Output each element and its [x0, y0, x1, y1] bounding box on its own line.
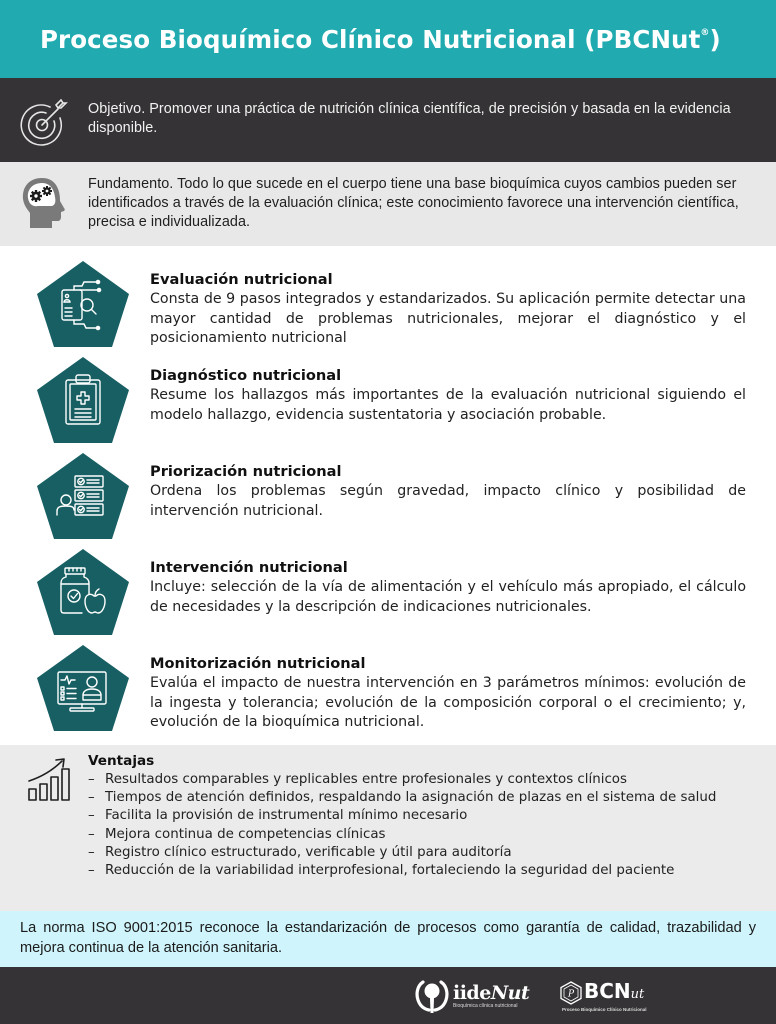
step-title: Diagnóstico nutricional — [150, 367, 342, 384]
fundamento-text: Fundamento. Todo lo que sucede en el cuerpo tiene una base bioquímica cuyos cambios pueden ser identificados a través de la evaluación clínica; este conocimiento favorece una intervención científica, precisa e individualizada. — [88, 176, 739, 230]
step-title: Evaluación nutricional — [150, 271, 333, 288]
step-description: Consta de 9 pasos integrados y estandarizados. Su aplicación permite detectar una mayor cantidad de problemas nutricionales, mejorar el diagnóstico y el posicionamiento nutricional — [150, 291, 746, 346]
iidenut-logo-name: iideNut — [453, 981, 530, 1004]
iidenut-logo — [415, 977, 529, 1015]
list-item-text: Reducción de la variabilidad interprofesional, fortaleciendo la seguridad del paciente — [105, 863, 675, 879]
head-gears-icon — [18, 174, 70, 232]
pentagon-badge — [36, 452, 130, 540]
list-item — [88, 826, 756, 844]
ventajas-list — [88, 771, 756, 880]
list-item — [88, 789, 756, 807]
bullet-dash: – — [88, 844, 95, 860]
list-item-text: Facilita la provisión de instrumental mínimo necesario — [105, 808, 468, 824]
step-title: Monitorización nutricional — [150, 655, 366, 672]
bullet-dash: – — [88, 863, 95, 879]
ventajas-section — [0, 745, 776, 911]
bullet-dash: – — [88, 826, 95, 842]
iso-note-text: La norma ISO 9001:2015 reconoce la estandarización de procesos como garantía de calidad, trazabilidad y mejora continua de la atención sanitaria. — [20, 920, 756, 956]
pentagon-badge — [36, 260, 130, 348]
registered-mark: ® — [700, 27, 710, 38]
step-title: Priorización nutricional — [150, 463, 342, 480]
pentagon-badge — [36, 644, 130, 732]
step-description: Ordena los problemas según gravedad, impacto clínico y posibilidad de intervención nutricional. — [150, 483, 746, 519]
iidenut-logo-subtitle: Bioquímica clínica nutricional — [453, 1002, 518, 1009]
fundamento-band — [0, 162, 776, 246]
growth-chart-icon — [26, 755, 76, 801]
step-description: Resume los hallazgos más importantes de la evaluación nutricional siguiendo el modelo hallazgo, evidencia sustentatoria y asociación probable. — [150, 387, 746, 423]
title-close: ) — [709, 24, 721, 54]
footer — [0, 967, 776, 1024]
objetivo-text: Objetivo. Promover una práctica de nutrición clínica científica, de precisión y basada en la evidencia disponible. — [88, 101, 731, 136]
list-item-text: Mejora continua de competencias clínicas — [105, 826, 386, 842]
list-item — [88, 862, 756, 880]
bullet-dash: – — [88, 772, 95, 787]
pbcnut-logo-subtitle: Proceso Bioquímico Clínico Nutricional — [562, 1007, 647, 1012]
list-item — [88, 807, 756, 825]
ventajas-title: Ventajas — [88, 753, 155, 769]
pbcnut-logo — [560, 979, 647, 1015]
list-item-text: Tiempos de atención definidos, respaldando la asignación de plazas en el sistema de salud — [105, 790, 717, 806]
list-item — [88, 844, 756, 862]
header-banner — [0, 0, 776, 78]
pbcnut-hexagon-badge-icon — [560, 981, 582, 1005]
step-title: Intervención nutricional — [150, 559, 348, 576]
pbcnut-logo-name: BCNut — [584, 979, 645, 1003]
iso-note-band — [0, 911, 776, 967]
list-item-text: Registro clínico estructurado, verificable y útil para auditoría — [105, 844, 512, 860]
list-item — [88, 771, 756, 789]
objetivo-band — [0, 78, 776, 162]
pentagon-badge — [36, 548, 130, 636]
step-description: Evalúa el impacto de nuestra intervención en 3 parámetros mínimos: evolución de la ingesta y tolerancia; evolución de la composición corporal o el crecimiento; y, evolución de la bioquímica nutricional. — [150, 675, 746, 730]
title-text: Proceso Bioquímico Clínico Nutricional (PBCNut — [40, 24, 701, 54]
svg-text:P: P — [567, 989, 575, 1000]
bullet-dash: – — [88, 790, 95, 806]
step-description: Incluye: selección de la vía de alimentación y el vehículo más apropiado, el cálculo de necesidades y la descripción de indicaciones nutricionales. — [150, 579, 746, 615]
list-item-text: Resultados comparables y replicables entre profesionales y contextos clínicos — [105, 772, 627, 787]
iidenut-logo-mark-icon — [415, 978, 449, 1014]
page-title — [40, 25, 721, 54]
pentagon-badge — [36, 356, 130, 444]
target-arrow-icon — [18, 94, 70, 146]
bullet-dash: – — [88, 808, 95, 824]
